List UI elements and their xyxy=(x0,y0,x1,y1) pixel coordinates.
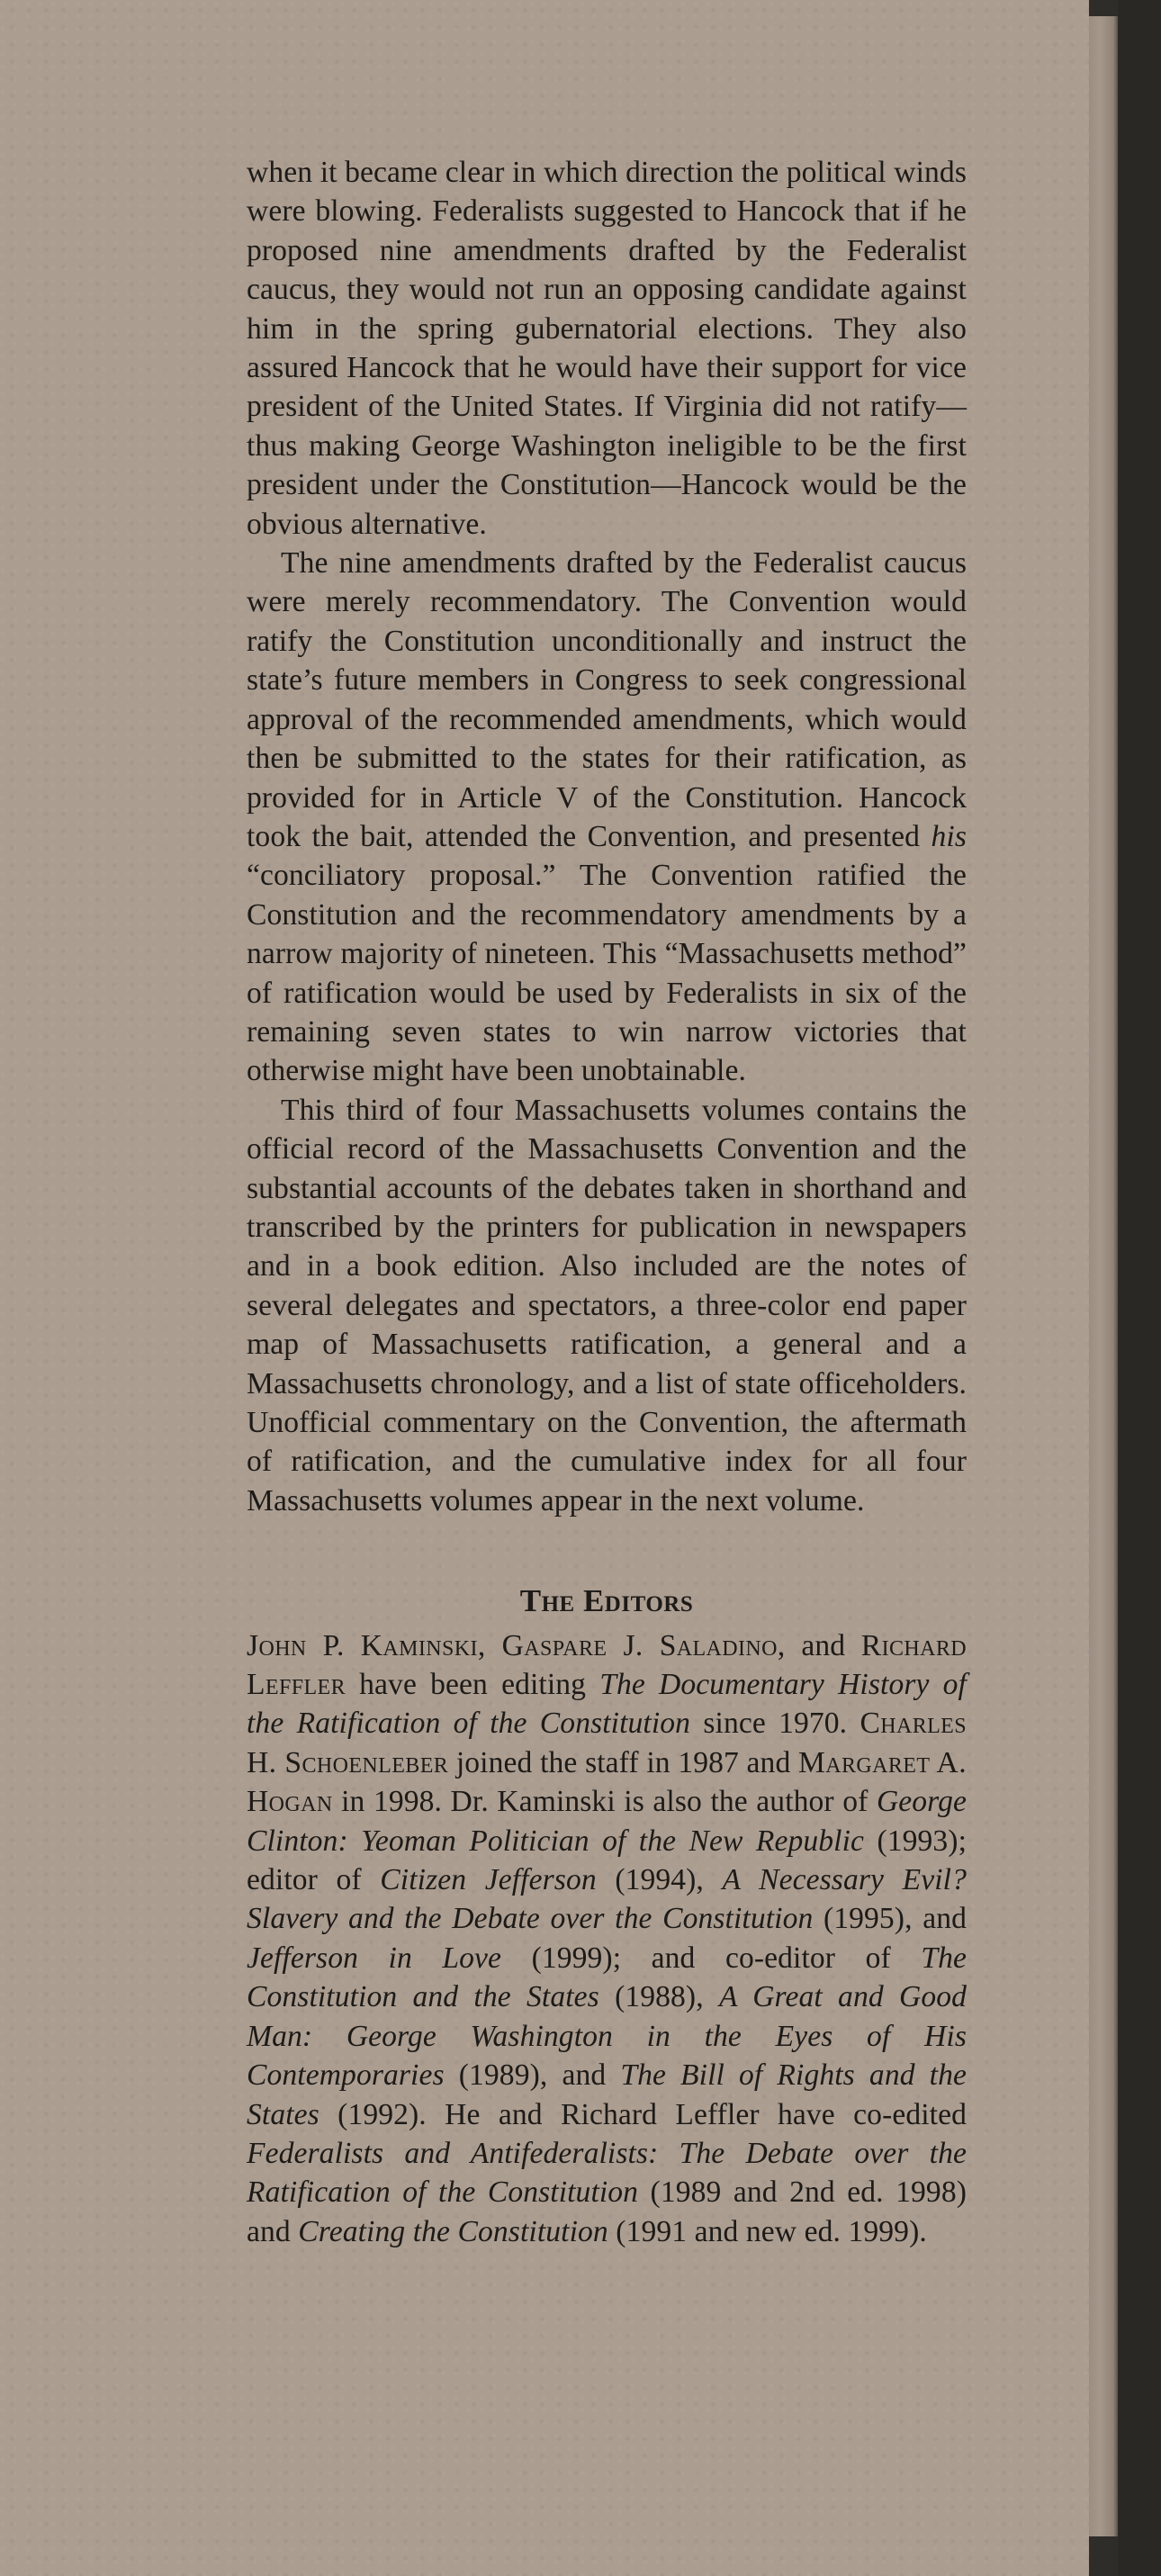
flap-text xyxy=(247,153,967,2251)
bio-text-12: (1992). He and Richard Leffler have co-edited xyxy=(319,2097,967,2131)
book-title-10: Creating the Constitution xyxy=(298,2214,608,2248)
bio-text-7: (1994), xyxy=(596,1863,723,1897)
bio-text-14: (1991 and new ed. 1999). xyxy=(608,2214,927,2248)
bio-text-1: and xyxy=(785,1628,861,1662)
book-title-4: A Necessary Evil? Slavery and the Debate over the Constitution xyxy=(247,1863,967,1936)
book-title-5: Jefferson in Love xyxy=(247,1941,502,1975)
bio-text-5: in 1998. Dr. Kaminski is also the author of xyxy=(332,1785,877,1819)
background-shadow xyxy=(1118,0,1161,2576)
editors-heading: The Editors xyxy=(519,1583,694,1619)
bio-text-8: (1995), and xyxy=(813,1902,967,1936)
paragraph-2-text-b: “conciliatory proposal.” The Convention ratified the Constitution and the recommendatory amendments by a narrow majority of nineteen. This “Massachusetts method” of ratification would be used by Federalists in six of the remaining seven states to win narrow victories that otherwise might have been unobtainable. xyxy=(247,859,967,1088)
book-title-9: Federalists and Antifederalists: The Debate over the Ratification of the Constitution xyxy=(247,2136,967,2210)
bio-text-2: have been editing xyxy=(346,1668,600,1702)
paragraph-1: when it became clear in which direction the political winds were blowing. Federalists suggested to Hancock that if he proposed nine amendments drafted by the Federalist caucus, they would not run an opposing candidate against him in the spring gubernatorial elections. They also assured Hancock that he would have their support for vice president of the United States. If Virginia did not ratify—thus making George Washington ineligible to be the first president under the Constitution—Hancock would be the obvious alternative. xyxy=(247,156,967,541)
bio-text-10: (1988), xyxy=(598,1980,719,2014)
paragraph-2-text-a: The nine amendments drafted by the Federalist caucus were merely recommendatory. The Convention would ratify the Constitution unconditionally and instruct the state’s future members in Congress to seek congressional approval of the recommended amendments, which would then be submitted to the states for their ratification, as provided for in Article V of the Constitution. Hancock took the bait, attended the Convention, and presented xyxy=(247,546,967,853)
flap-fold-edge xyxy=(1089,16,1118,2536)
paragraph-2 xyxy=(247,544,967,1091)
book-title-3: Citizen Jefferson xyxy=(380,1863,597,1897)
bio-text-4: joined the staff in 1987 and xyxy=(448,1745,799,1779)
book-title-7: A Great and Good Man: George Washington in the Eyes of His Contemporaries xyxy=(247,1980,967,2093)
paragraph-3: This third of four Massachusetts volumes contains the official record of the Massachusetts Convention and the substantial accounts of the debates taken in shorthand and transcribed by the printers for publication in newspapers and in a book edition. Also included are the notes of several delegates and spectators, a three-color end paper map of Massachusetts ratification, a general and a Massachusetts chronology, and a list of state officeholders. Unofficial commentary on the Convention, the aftermath of ratification, and the cumulative index for all four Massachusetts volumes appear in the next volume. xyxy=(247,1093,967,1518)
bio-text-6: (1993); editor of xyxy=(247,1824,967,1897)
editors-bio xyxy=(247,1626,967,2252)
editor-names-4: Margaret A. Hogan xyxy=(247,1745,967,1819)
bio-text-3: since 1970. xyxy=(690,1707,860,1741)
editor-names-2: Richard Leffler xyxy=(247,1628,967,1702)
book-title-6: The Constitution and the States xyxy=(247,1941,967,2014)
bio-text-9: (1999); and co-editor of xyxy=(501,1941,922,1975)
book-title-8: The Bill of Rights and the States xyxy=(247,2058,967,2131)
bio-text-13: (1989 and 2nd ed. 1998) and xyxy=(247,2175,967,2248)
paragraph-2-emphasis: his xyxy=(931,819,967,853)
editor-names-3: Charles H. Schoenleber xyxy=(247,1707,967,1779)
editor-names-1: John P. Kaminski, Gaspare J. Saladino, xyxy=(247,1628,786,1662)
book-title-2: George Clinton: Yeoman Politician of the New Republic xyxy=(247,1785,967,1858)
book-title-1: The Documentary History of the Ratification of the Constitution xyxy=(247,1668,967,1741)
bio-text-11: (1989), and xyxy=(444,2058,621,2093)
